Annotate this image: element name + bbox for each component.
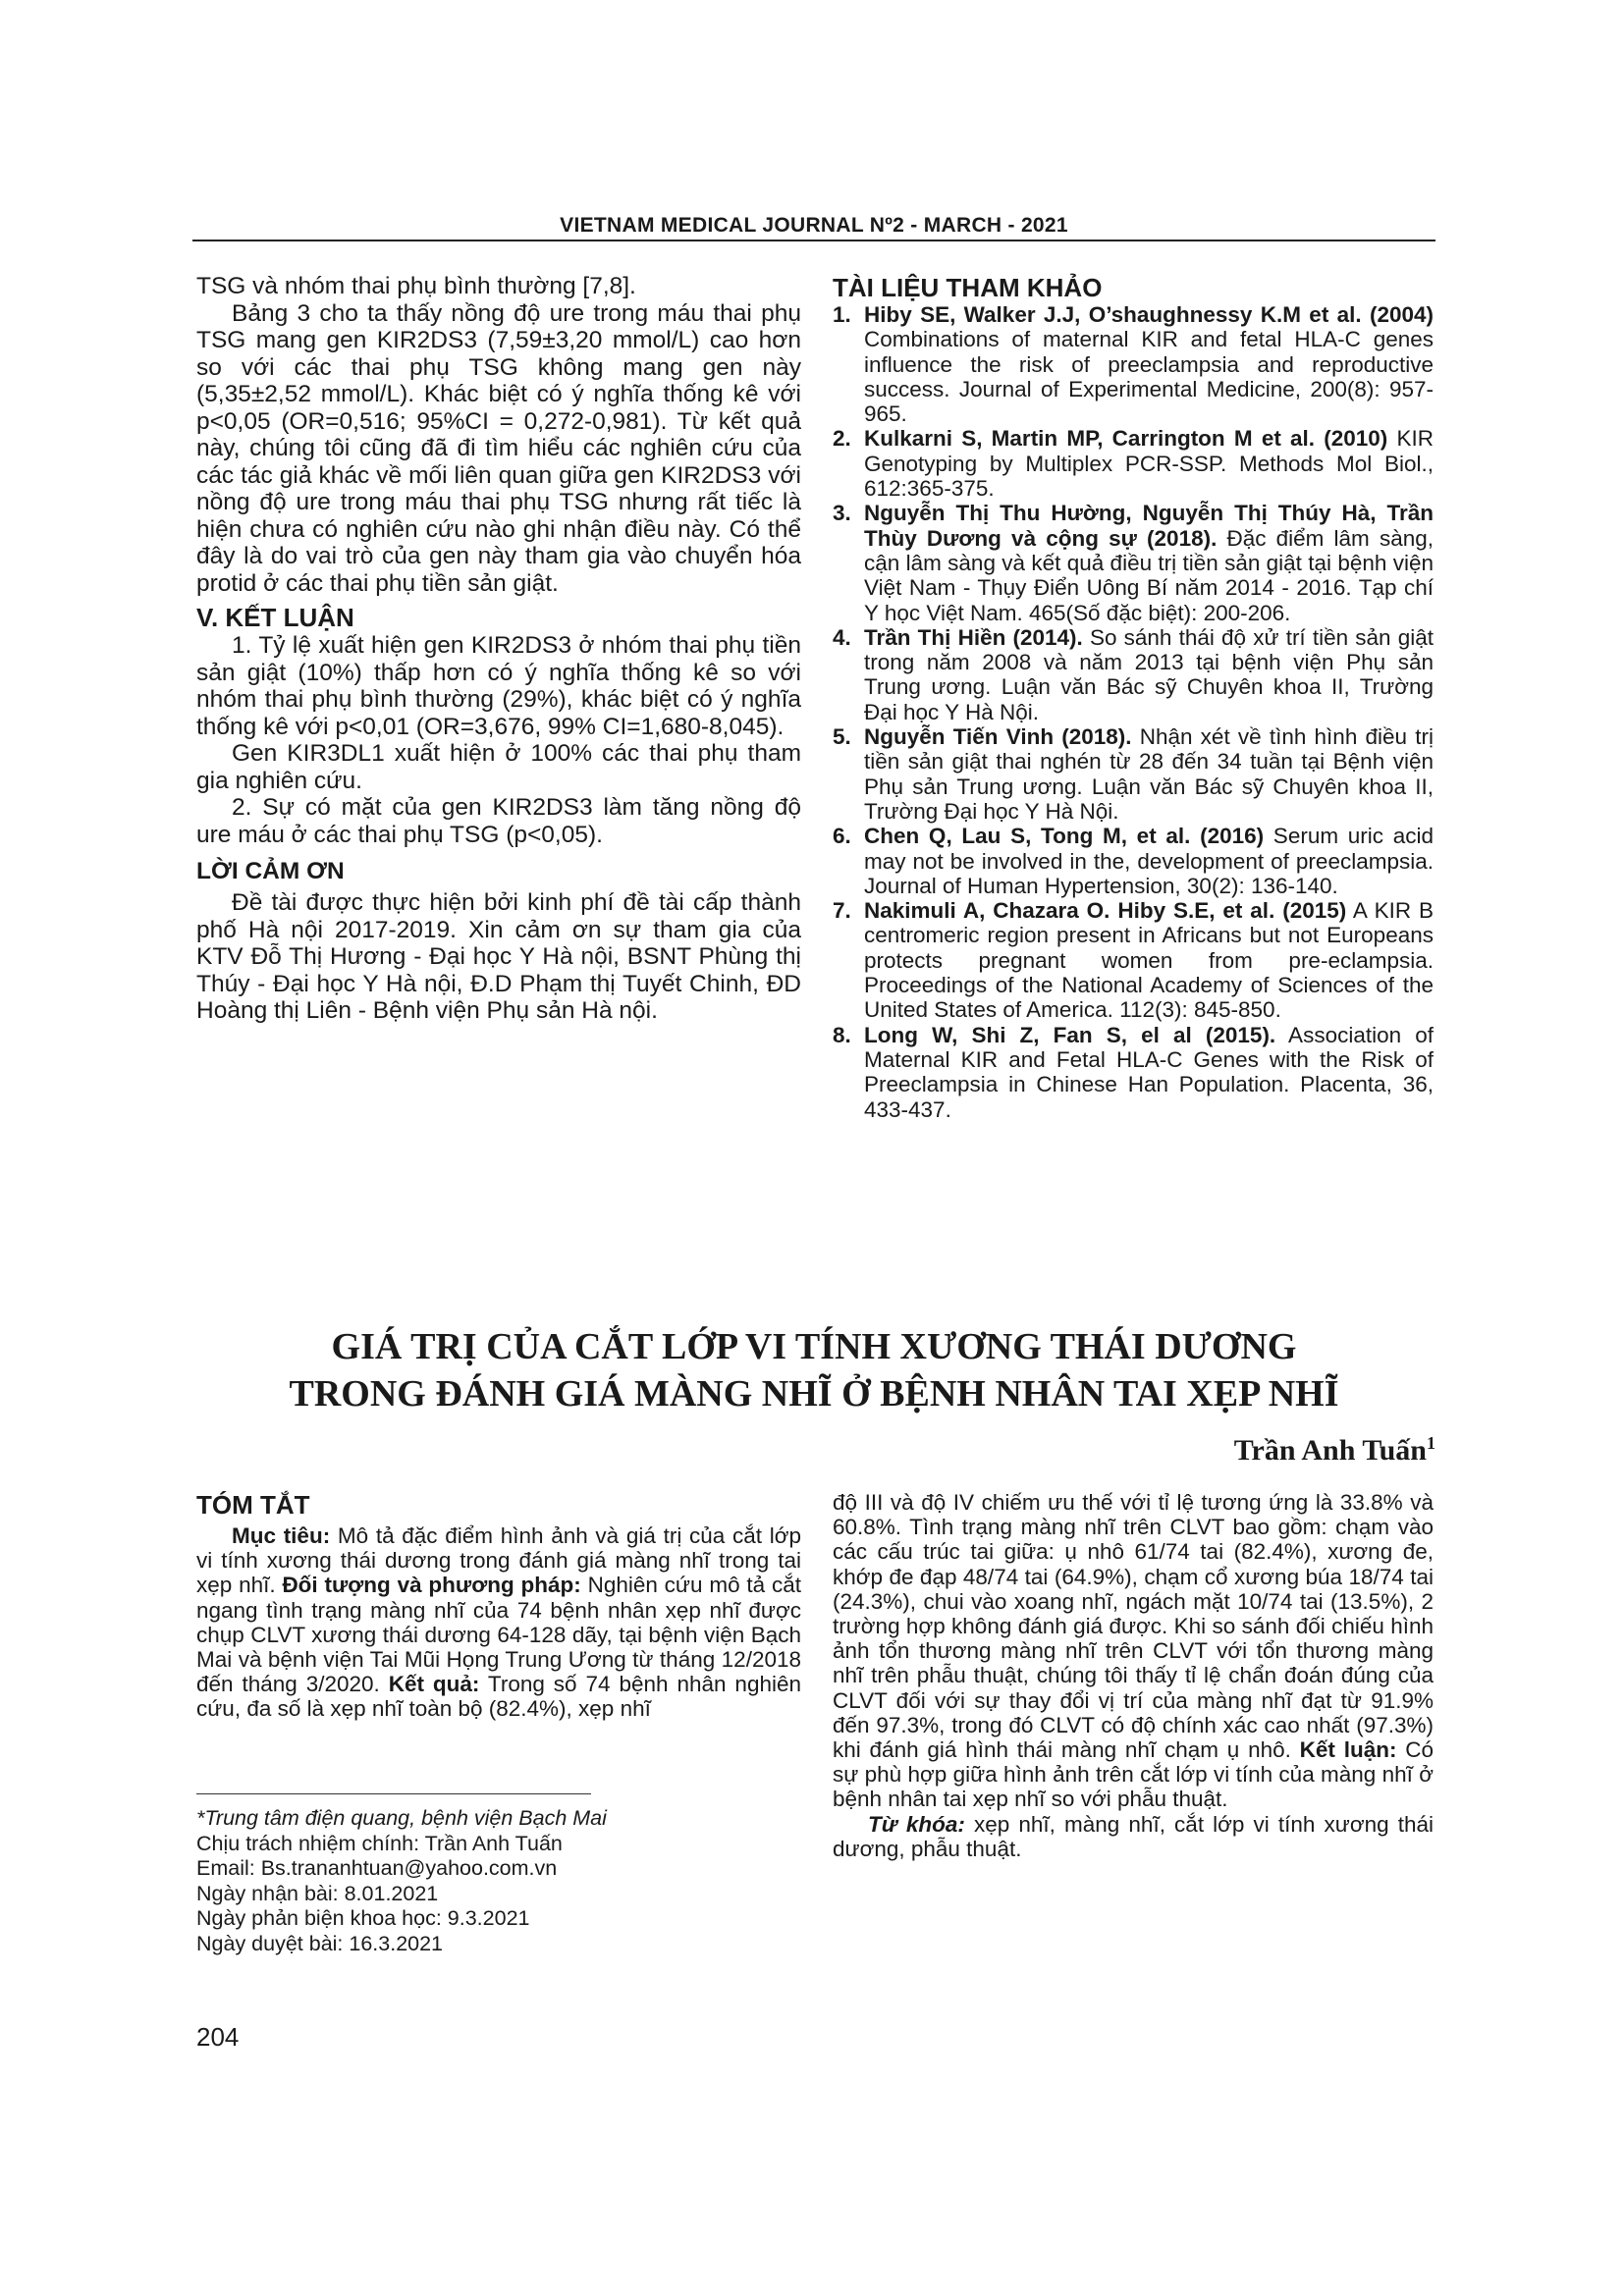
- abstract-right: [833, 1490, 1434, 1861]
- reference-item: 6. Chen Q, Lau S, Tong M, et al. (2016) Serum uric acid may not be involved in the, development of preeclampsia. Journal of Human Hypertension, 30(2): 136-140.: [833, 824, 1434, 898]
- reference-item: 5. Nguyễn Tiến Vinh (2018). Nhận xét về tình hình điều trị tiền sản giật thai nghén từ 28 đến 34 tuần tại Bệnh viện Phụ sản Trung ương. Luận văn Bác sỹ Chuyên khoa II, Trường Đại học Y Hà Nội.: [833, 724, 1434, 824]
- review-date: Ngày phản biện khoa học: 9.3.2021: [196, 1906, 530, 1930]
- email: Email: Bs.trananhtuan@yahoo.com.vn: [196, 1856, 558, 1880]
- paragraph: TSG và nhóm thai phụ bình thường [7,8].: [196, 273, 636, 299]
- reference-item: 1. Hiby SE, Walker J.J, O’shaughnessy K.M et al. (2004) Combinations of maternal KIR and fetal HLA-C genes influence the risk of preeclampsia and reproductive success. Journal of Experimental Medicine, 200(8): 957-965.: [833, 302, 1434, 427]
- header-rule: [192, 240, 1435, 241]
- thanks-paragraph: Đề tài được thực hiện bởi kinh phí đề tài cấp thành phố Hà nội 2017-2019. Xin cảm ơn sự tham gia của KTV Đỗ Thị Hương - Đại học Y Hà nội, BSNT Phùng thị Thúy - Đại học Y Hà nội, Đ.D Phạm thị Tuyết Chinh, ĐD Hoàng thị Liên - Bệnh viện Phụ sản Hà nội.: [196, 889, 801, 1024]
- article-author: Trần Anh Tuấn$^1$: [1233, 1433, 1435, 1467]
- keywords: Từ khóa: xẹp nhĩ, màng nhĩ, cắt lớp vi tính xương thái dương, phẫu thuật.: [833, 1811, 1434, 1861]
- abstract-left: [196, 1490, 801, 1722]
- paragraph: Bảng 3 cho ta thấy nồng độ ure trong máu thai phụ TSG mang gen KIR2DS3 (7,59±3,20 mmol/L) cao hơn so với các thai phụ TSG không mang gen này (5,35±2,52 mmol/L). Khác biệt có ý nghĩa thống kê với p<0,05 (OR=0,516; 95%CI = 0,272-0,981). Từ kết quả này, chúng tôi cũng đã đi tìm hiểu các nghiên cứu của các tác giả khác về mối liên quan giữa gen KIR2DS3 với nồng độ ure trong máu thai phụ TSG nhưng rất tiếc là hiện chưa có nghiên cứu nào ghi nhận điều này. Có thể đây là do vai trò của gen này tham gia vào chuyển hóa protid ở các thai phụ tiền sản giật.: [196, 299, 801, 597]
- article-title: [192, 1323, 1435, 1417]
- references-column: [833, 273, 1434, 1122]
- conclusion-1: 1. Tỷ lệ xuất hiện gen KIR2DS3 ở nhóm thai phụ tiền sản giật (10%) thấp hơn có ý nghĩa thống kê so với nhóm thai phụ bình thường (29%), khác biệt có ý nghĩa thống kê với p<0,01 (OR=3,676, 99% CI=1,680-8,045).: [196, 632, 801, 740]
- page-number: 204: [196, 2022, 240, 2052]
- responsible-author: Chịu trách nhiệm chính: Trần Anh Tuấn: [196, 1831, 563, 1855]
- references-heading: TÀI LIỆU THAM KHẢO: [833, 273, 1103, 302]
- affiliation: *Trung tâm điện quang, bệnh viện Bạch Mai: [196, 1806, 607, 1830]
- article-title-line: GIÁ TRỊ CỦA CẮT LỚP VI TÍNH XƯƠNG THÁI DƯƠNG: [331, 1326, 1297, 1367]
- section-heading-conclusion: V. KẾT LUẬN: [196, 603, 354, 632]
- reference-item: 7. Nakimuli A, Chazara O. Hiby S.E, et al. (2015) A KIR B centromeric region present in Africans but not Europeans protects pregnant women from pre-eclampsia. Proceedings of the National Academy of Sciences of the United States of America. 112(3): 845-850.: [833, 898, 1434, 1023]
- conclusion-2: 2. Sự có mặt của gen KIR2DS3 làm tăng nồng độ ure máu ở các thai phụ TSG (p<0,05).: [196, 794, 801, 848]
- left-column: [196, 273, 801, 1025]
- footnote-rule: [196, 1793, 591, 1794]
- abstract-text: Mục tiêu: Mô tả đặc điểm hình ảnh và giá trị của cắt lớp vi tính xương thái dương trong đánh giá màng nhĩ trong tai xẹp nhĩ. Đối tượng và phương pháp: Nghiên cứu mô tả cắt ngang tình trạng màng nhĩ của 74 bệnh nhân xẹp nhĩ được chụp CLVT xương thái dương 64-128 dãy, tại bệnh viện Bạch Mai và bệnh viện Tai Mũi Họng Trung Ương từ tháng 12/2018 đến tháng 3/2020. Kết quả: Trong số 74 bệnh nhân nghiên cứu, đa số là xẹp nhĩ toàn bộ (82.4%), xẹp nhĩ: [196, 1523, 802, 1722]
- reference-list: [833, 302, 1434, 1122]
- reference-item: 2. Kulkarni S, Martin MP, Carrington M et al. (2010) KIR Genotyping by Multiplex PCR-SSP. Methods Mol Biol., 612:365-375.: [833, 426, 1434, 502]
- abstract-heading: TÓM TẮT: [196, 1490, 310, 1520]
- journal-header: VIETNAM MEDICAL JOURNAL Nº2 - MARCH - 2021: [560, 214, 1068, 237]
- article-title-line: TRONG ĐÁNH GIÁ MÀNG NHĨ Ở BỆNH NHÂN TAI XẸP NHĨ: [289, 1373, 1339, 1415]
- footnote: [196, 1806, 801, 1956]
- reference-item: 4. Trần Thị Hiền (2014). So sánh thái độ xử trí tiền sản giật trong năm 2008 và năm 2013 tại bệnh viện Phụ sản Trung ương. Luận văn Bác sỹ Chuyên khoa II, Trường Đại học Y Hà Nội.: [833, 624, 1435, 724]
- conclusion-1b: Gen KIR3DL1 xuất hiện ở 100% các thai phụ tham gia nghiên cứu.: [196, 740, 801, 794]
- reference-item: 8. Long W, Shi Z, Fan S, el al (2015). Association of Maternal KIR and Fetal HLA-C Genes with the Risk of Preeclampsia in Chinese Han Population. Placenta, 36, 433-437.: [833, 1022, 1434, 1122]
- approval-date: Ngày duyệt bài: 16.3.2021: [196, 1931, 444, 1955]
- section-heading-thanks: LỜI CẢM ƠN: [196, 858, 345, 884]
- reference-item: 3. Nguyễn Thị Thu Hường, Nguyễn Thị Thúy Hà, Trần Thùy Dương và cộng sự (2018). Đặc điểm lâm sàng, cận lâm sàng và kết quả điều trị tiền sản giật tại bệnh viện Việt Nam - Thụy Điển Uông Bí năm 2014 - 2016. Tạp chí Y học Việt Nam. 465(Số đặc biệt): 200-206.: [833, 501, 1434, 625]
- received-date: Ngày nhận bài: 8.01.2021: [196, 1881, 439, 1905]
- abstract-text-cont: độ III và độ IV chiếm ưu thế với tỉ lệ tương ứng là 33.8% và 60.8%. Tình trạng màng nhĩ trên CLVT bao gồm: chạm vào các cấu trúc tai giữa: ụ nhô 61/74 tai (82.4%), xương đe, khớp đe đạp 48/74 tai (64.9%), chạm cổ xương búa 18/74 tai (24.3%), chui vào xoang nhĩ, ngách mặt 10/74 tai (13.5%), 2 trường hợp không đánh giá được. Khi so sánh đối chiếu hình ảnh tổn thương màng nhĩ trên CLVT với tổn thương màng nhĩ trên phẫu thuật, chúng tôi thấy tỉ lệ chẩn đoán đúng của CLVT đối với sự thay đổi vị trí của màng nhĩ đạt từ 91.9% đến 97.3%, trong đó CLVT có độ chính xác cao nhất (97.3%) khi đánh giá hình thái màng nhĩ chạm ụ nhô. Kết luận: Có sự phù hợp giữa hình ảnh trên cắt lớp vi tính của màng nhĩ ở bệnh nhân tai xẹp nhĩ so với phẫu thuật.: [833, 1490, 1435, 1812]
